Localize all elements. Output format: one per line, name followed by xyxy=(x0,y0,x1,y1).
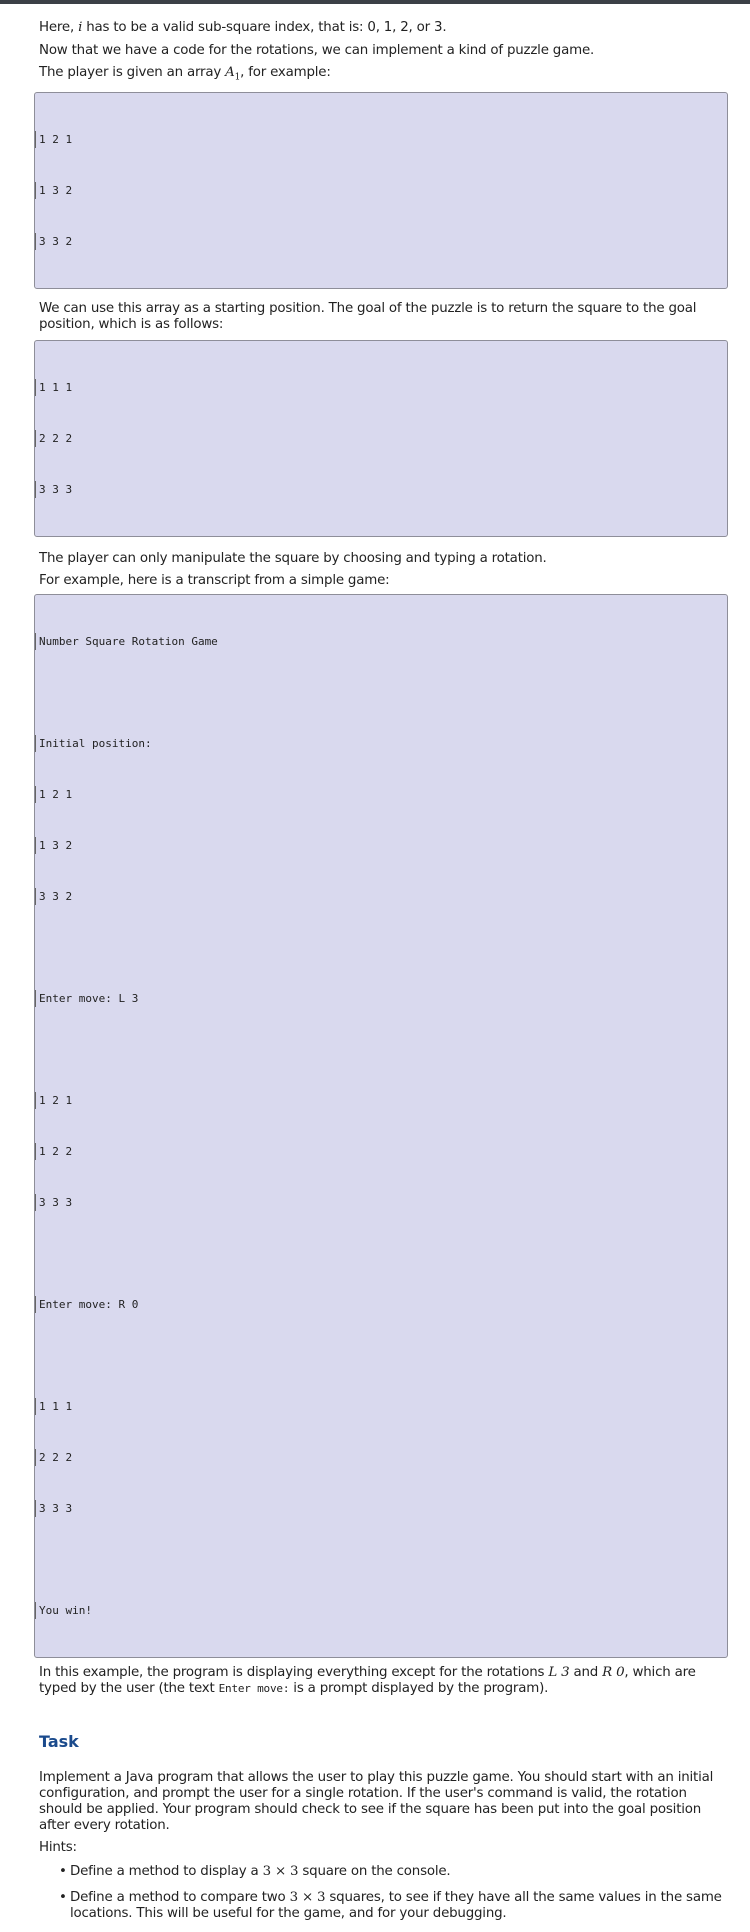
transcript-row: 1 2 2 xyxy=(35,1143,723,1160)
math-rotation-l3: L 3 xyxy=(548,1664,570,1680)
transcript-box xyxy=(34,594,728,1658)
transcript-title: Number Square Rotation Game xyxy=(35,633,723,650)
transcript-row: 1 2 1 xyxy=(35,786,723,803)
goal-array-box xyxy=(34,340,728,537)
intro-paragraph-array: The player is given an array $A_1$, for example: xyxy=(39,65,331,83)
goal-paragraph: We can use this array as a starting position. The goal of the puzzle is to return the square to the goal position, which is as follows: xyxy=(39,300,697,332)
intro-paragraph-index: Here, i has to be a valid sub-square index, that is: 0, 1, 2, or 3. xyxy=(39,20,447,35)
example-note: In this example, the program is displaying everything except for the rotations L 3 and R 0, which are typed by the user (the text Enter move: is a prompt displayed by the program). xyxy=(39,1664,696,1696)
transcript-row: 1 3 2 xyxy=(35,837,723,854)
manipulation-paragraph: The player can only manipulate the square by choosing and typing a rotation. xyxy=(39,550,547,566)
goal-array-row: 2 2 2 xyxy=(35,430,723,447)
start-array-row: 1 2 1 xyxy=(35,131,723,148)
prompt-code: Enter move: xyxy=(218,1681,290,1695)
transcript-row: 3 3 3 xyxy=(35,1500,723,1517)
goal-array-row: 3 3 3 xyxy=(35,481,723,498)
start-array-box xyxy=(34,92,728,289)
transcript-initial-label: Initial position: xyxy=(35,735,723,752)
transcript-move: Enter move: R 0 xyxy=(35,1296,723,1313)
start-array-row: 3 3 2 xyxy=(35,233,723,250)
math-3x3: 3 × 3 xyxy=(289,1889,326,1905)
transcript-row: 3 3 3 xyxy=(35,1194,723,1211)
hints-list xyxy=(39,1864,725,1922)
goal-array-row: 1 1 1 xyxy=(35,379,723,396)
transcript-move: Enter move: L 3 xyxy=(35,990,723,1007)
transcript-win: You win! xyxy=(35,1602,723,1619)
hint-item: • Define a method to display a 3 × 3 square on the console. xyxy=(59,1863,451,1879)
transcript-intro: For example, here is a transcript from a simple game: xyxy=(39,572,390,588)
math-3x3: 3 × 3 xyxy=(262,1863,299,1879)
math-a1: $A_1$ xyxy=(225,65,241,83)
transcript-row: 3 3 2 xyxy=(35,888,723,905)
intro-paragraph-puzzle: Now that we have a code for the rotations, we can implement a kind of puzzle game. xyxy=(39,43,595,58)
transcript-row: 1 1 1 xyxy=(35,1398,723,1415)
math-i: i xyxy=(78,20,83,35)
start-array-row: 1 3 2 xyxy=(35,182,723,199)
math-rotation-r0: R 0 xyxy=(602,1664,625,1680)
task-paragraph: Implement a Java program that allows the user to play this puzzle game. You should start with an initial configuration, and prompt the user for a single rotation. If the user's command is valid, the rotation should be applied. Your program should check to see if the square has been put into the goal position after every rotation. xyxy=(39,1769,714,1833)
transcript-row: 1 2 1 xyxy=(35,1092,723,1109)
top-bar xyxy=(0,0,750,4)
hint-item: • Define a method to compare two 3 × 3 squares, to see if they have all the same values in the same locations. This will be useful for the game, and for your debugging. xyxy=(59,1889,722,1921)
hints-label: Hints: xyxy=(39,1839,77,1855)
transcript-row: 2 2 2 xyxy=(35,1449,723,1466)
task-heading: Task xyxy=(39,1731,79,1751)
document-content xyxy=(39,17,725,1932)
